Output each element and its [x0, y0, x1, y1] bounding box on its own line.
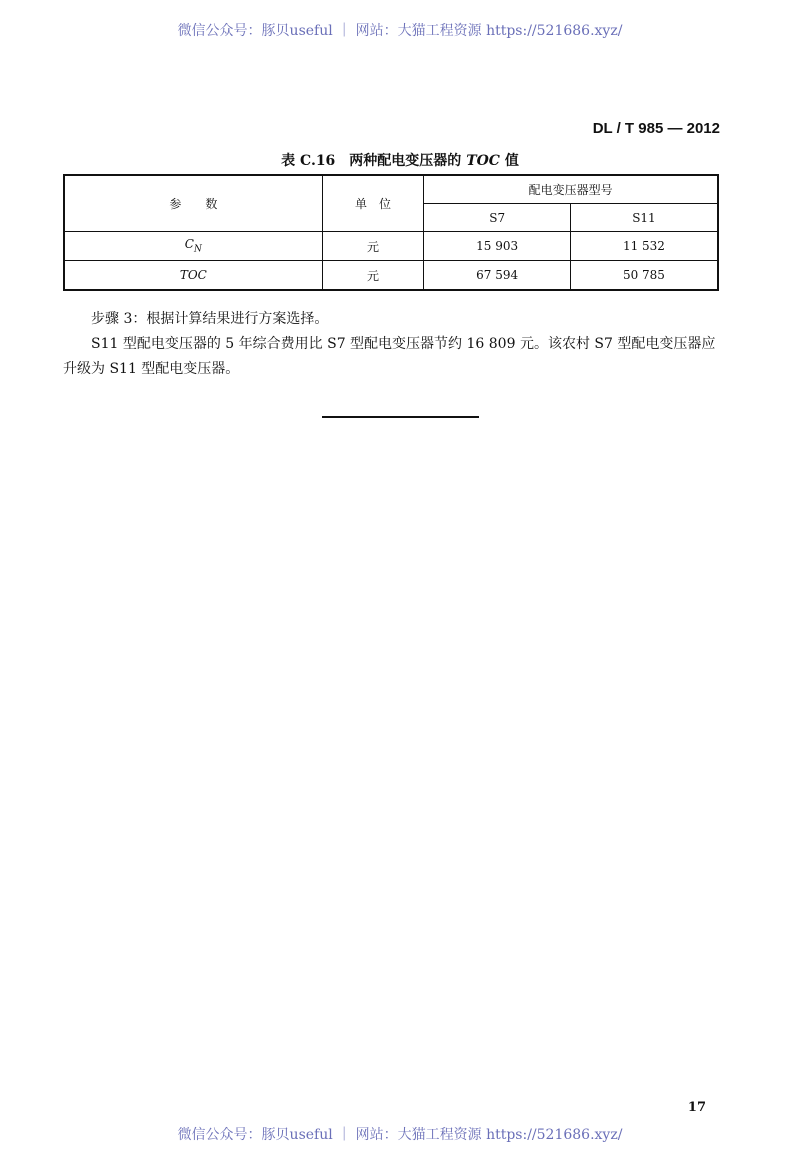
table-caption: [0, 150, 800, 170]
cell-unit: 元: [322, 261, 424, 291]
header-param: 参 数: [64, 175, 322, 232]
cell-s11: 50 785: [570, 261, 718, 291]
table-row: [64, 261, 718, 291]
caption-italic: TOC: [466, 153, 500, 169]
header-s7: S7: [424, 204, 571, 232]
page-number: 17: [687, 1100, 706, 1115]
step-paragraph: 步骤 3：根据计算结果进行方案选择。: [91, 311, 329, 327]
table-row: [64, 232, 718, 261]
watermark-top: 微信公众号：豚贝useful ｜ 网站：大猫工程资源 https://521686.xyz/: [177, 23, 623, 39]
cell-s11: 11 532: [570, 232, 718, 261]
header-unit: 单 位: [322, 175, 424, 232]
end-rule: [322, 416, 479, 418]
watermark-bottom: 微信公众号：豚贝useful ｜ 网站：大猫工程资源 https://521686.xyz/: [177, 1127, 623, 1143]
standard-id: DL / T 985 — 2012: [592, 120, 720, 137]
header-group: 配电变压器型号: [424, 175, 718, 204]
caption-prefix: 表 C.16 两种配电变压器的: [281, 153, 467, 169]
header-s11: S11: [570, 204, 718, 232]
toc-table: [63, 174, 719, 291]
cell-param: $C_N$: [64, 232, 322, 261]
caption-suffix: 值: [499, 153, 519, 169]
cell-unit: 元: [322, 232, 424, 261]
cell-s7: 67 594: [424, 261, 571, 291]
cell-param: TOC: [64, 261, 322, 291]
cell-s7: 15 903: [424, 232, 571, 261]
conclusion-paragraph: S11 型配电变压器的 5 年综合费用比 S7 型配电变压器节约 16 809 元。该农村 S7 型配电变压器应升级为 S11 型配电变压器。: [63, 336, 716, 377]
